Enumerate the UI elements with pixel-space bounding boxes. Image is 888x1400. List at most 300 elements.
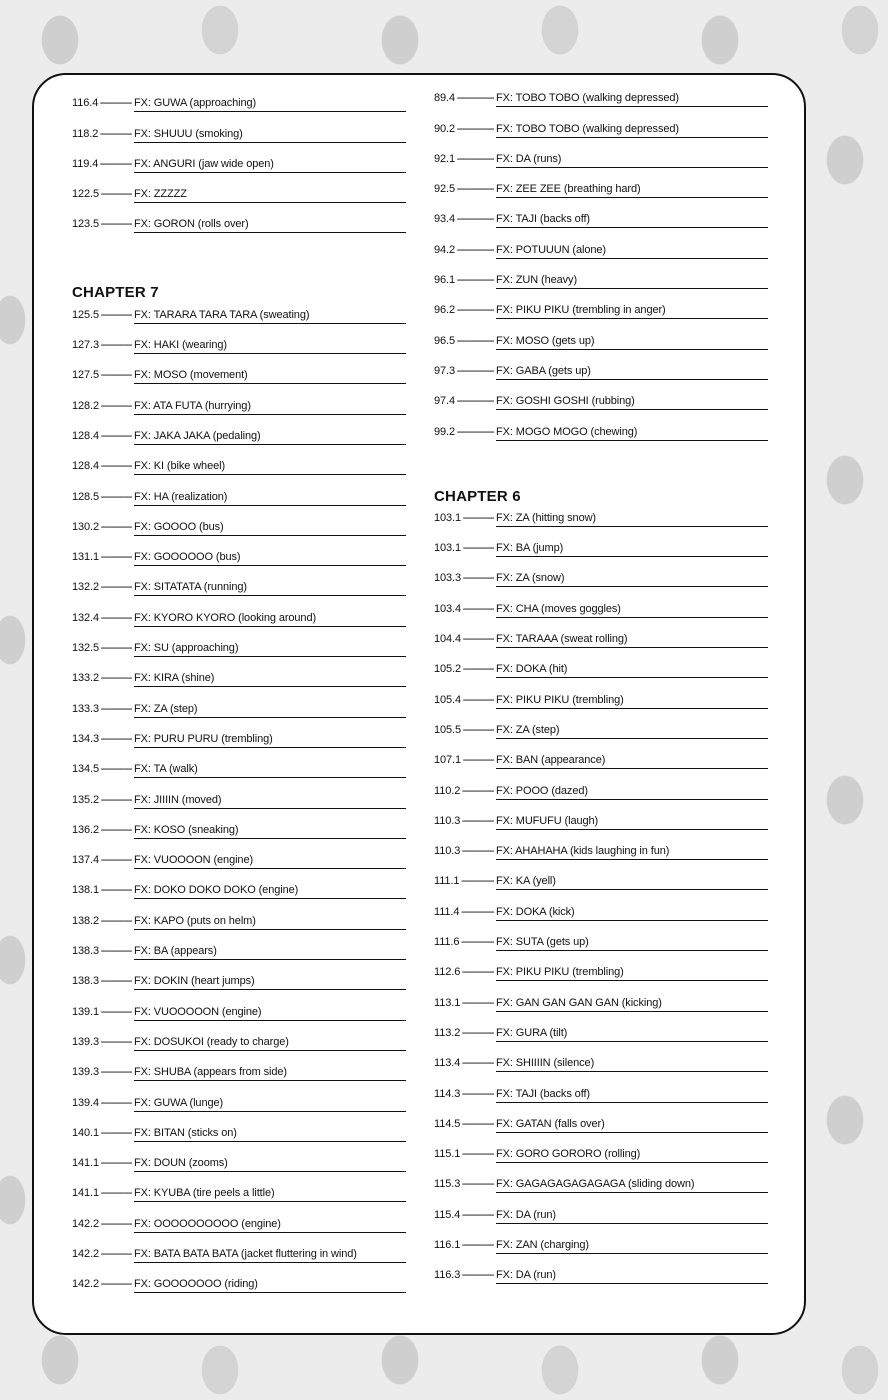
fx-translation: FX: KYUBA (tire peels a little) [134,1187,275,1200]
fx-entry [72,942,406,972]
page-panel-number: 97.3 ----- [434,366,494,377]
fx-translation: FX: KIRA (shine) [134,672,215,685]
page-panel-number: 128.4 ----- [72,461,132,472]
underline-rule [496,1283,768,1284]
fx-translation: FX: VUOOOON (engine) [134,854,254,867]
page-panel-number: 118.2 ----- [72,129,132,140]
fx-entry [434,331,768,361]
fx-translation: FX: BITAN (sticks on) [134,1126,237,1139]
fx-entry [72,366,406,396]
fx-translation: FX: DA (run) [496,1208,556,1221]
fx-entry [434,599,768,629]
page-panel-number: 130.2 ----- [72,522,132,533]
fx-entry [72,124,406,154]
fx-translation: FX: DOUN (zooms) [134,1157,228,1170]
underline-rule [496,167,768,168]
fx-translation: FX: POTUUUN (alone) [496,243,606,256]
underline-rule [134,1171,406,1172]
fx-entry [72,1275,406,1305]
fx-translation: FX: DOKA (hit) [496,663,568,676]
underline-rule [134,595,406,596]
underline-rule [496,1192,768,1193]
fx-entry [434,1175,768,1205]
underline-rule [134,565,406,566]
fx-entry [434,751,768,781]
fx-translation: FX: POOO (dazed) [496,784,588,797]
page-panel-number: 125.5 ----- [72,310,132,321]
underline-rule [134,838,406,839]
fx-entry [72,699,406,729]
underline-rule [496,738,768,739]
fx-entry [434,842,768,872]
underline-rule [496,1132,768,1133]
fx-entry [434,902,768,932]
underline-rule [134,626,406,627]
page-panel-number: 94.2 ----- [434,245,494,256]
page-panel-number: 116.1 ----- [434,1240,494,1251]
page-panel-number: 116.4 ----- [72,98,132,109]
fx-entry [434,630,768,660]
fx-entry [72,305,406,335]
underline-rule [134,1232,406,1233]
fx-translation: FX: GABA (gets up) [496,364,591,377]
page-panel-number: 134.3 ----- [72,734,132,745]
fx-entry [72,548,406,578]
page-panel-number: 103.1 ----- [434,543,494,554]
fx-translation: FX: TOBO TOBO (walking depressed) [496,92,679,105]
fx-entry [72,487,406,517]
page-panel-number: 114.3 ----- [434,1089,494,1100]
page-panel-number: 139.4 ----- [72,1098,132,1109]
underline-rule [496,1071,768,1072]
fx-entry [434,660,768,690]
underline-rule [496,920,768,921]
page-panel-number: 128.5 ----- [72,492,132,503]
fx-translation: FX: JAKA JAKA (pedaling) [134,429,261,442]
fx-translation: FX: HAKI (wearing) [134,339,227,352]
page-panel-number: 96.2 ----- [434,305,494,316]
fx-translation: FX: ANGURI (jaw wide open) [134,157,274,170]
fx-translation: FX: KI (bike wheel) [134,460,226,473]
underline-rule [134,1020,406,1021]
underline-rule [134,747,406,748]
fx-entry [434,721,768,751]
page-panel-number: 96.5 ----- [434,336,494,347]
fx-translation: FX: PIKU PIKU (trembling in anger) [496,304,666,317]
fx-entry [72,1154,406,1184]
fx-entry [72,730,406,760]
fx-entry [434,150,768,180]
underline-rule [496,227,768,228]
underline-rule [496,980,768,981]
fx-entry [72,578,406,608]
fx-translation: FX: MOSO (gets up) [496,334,595,347]
fx-translation: FX: OOOOOOOOOO (engine) [134,1217,281,1230]
page-panel-number: 111.4 ----- [434,907,494,918]
page-panel-number: 119.4 ----- [72,159,132,170]
page-panel-number: 140.1 ----- [72,1128,132,1139]
underline-rule [134,959,406,960]
fx-translation: FX: SHUBA (appears from side) [134,1066,287,1079]
page-panel-number: 103.4 ----- [434,604,494,615]
fx-translation: FX: AHAHAHA (kids laughing in fun) [496,845,670,858]
fx-translation: FX: ZEE ZEE (breathing hard) [496,183,641,196]
fx-entry [434,781,768,811]
page-panel-number: 90.2 ----- [434,124,494,135]
fx-entry [434,422,768,452]
page-panel-number: 138.3 ----- [72,946,132,957]
fx-entry [434,812,768,842]
underline-rule [496,950,768,951]
underline-rule [496,708,768,709]
fx-translation: FX: GOSHI GOSHI (rubbing) [496,395,635,408]
fx-translation: FX: PIKU PIKU (trembling) [496,966,624,979]
fx-entry [434,1266,768,1296]
underline-rule [134,535,406,536]
fx-entry [72,821,406,851]
fx-entry [72,1002,406,1032]
fx-entry [434,392,768,422]
underline-rule [134,717,406,718]
fx-entry [434,180,768,210]
fx-translation: FX: GORO GORORO (rolling) [496,1148,641,1161]
fx-translation: FX: GOOOOOOO (riding) [134,1278,258,1291]
page-panel-number: 138.1 ----- [72,885,132,896]
underline-rule [134,898,406,899]
page-panel-number: 99.2 ----- [434,427,494,438]
underline-rule [496,1162,768,1163]
underline-rule [134,444,406,445]
fx-translation: FX: MUFUFU (laugh) [496,814,599,827]
page-panel-number: 142.2 ----- [72,1219,132,1230]
fx-translation: FX: ZA (hitting snow) [496,511,596,524]
underline-rule [496,647,768,648]
page-panel-number: 93.4 ----- [434,214,494,225]
fx-entry [434,119,768,149]
right-top-list [434,89,768,453]
fx-translation: FX: BA (jump) [496,542,564,555]
fx-entry [72,881,406,911]
fx-entry [72,790,406,820]
left-column [72,94,406,1305]
fx-entry [434,690,768,720]
fx-entry [72,760,406,790]
fx-translation: FX: KYORO KYORO (looking around) [134,611,317,624]
fx-entry [72,1214,406,1244]
spacer [434,453,768,485]
fx-translation: FX: TAJI (backs off) [496,1087,590,1100]
page-panel-number: 111.1 ----- [434,876,494,887]
fx-entry [434,210,768,240]
fx-entry [72,1093,406,1123]
underline-rule [134,232,406,233]
underline-rule [496,440,768,441]
fx-entry [72,1124,406,1154]
fx-translation: FX: DOKO DOKO DOKO (engine) [134,884,299,897]
page-panel-number: 110.3 ----- [434,846,494,857]
page-panel-number: 110.2 ----- [434,786,494,797]
fx-entry [434,1084,768,1114]
page-panel-number: 105.4 ----- [434,695,494,706]
fx-translation: FX: TARAAA (sweat rolling) [496,633,628,646]
page-panel-number: 135.2 ----- [72,795,132,806]
page-panel-number: 103.3 ----- [434,573,494,584]
page-panel-number: 131.1 ----- [72,552,132,563]
underline-rule [134,656,406,657]
underline-rule [496,829,768,830]
fx-translation: FX: TAJI (backs off) [496,213,590,226]
fx-entry [434,301,768,331]
fx-translation: FX: BA (appears) [134,945,217,958]
fx-entry [72,972,406,1002]
fx-entry [72,1184,406,1214]
underline-rule [496,379,768,380]
fx-entry [434,872,768,902]
page-panel-number: 114.5 ----- [434,1119,494,1130]
page-panel-number: 115.4 ----- [434,1210,494,1221]
page-panel-number: 138.2 ----- [72,916,132,927]
page-panel-number: 113.2 ----- [434,1028,494,1039]
fx-entry [434,1236,768,1266]
underline-rule [134,777,406,778]
fx-translation: FX: ZA (step) [134,702,198,715]
underline-rule [496,768,768,769]
fx-translation: FX: KAPO (puts on helm) [134,914,256,927]
page-panel-number: 113.1 ----- [434,998,494,1009]
underline-rule [496,677,768,678]
underline-rule [134,505,406,506]
fx-entry [72,427,406,457]
page-panel-number: 111.6 ----- [434,937,494,948]
page-panel-number: 139.3 ----- [72,1067,132,1078]
fx-entry [72,518,406,548]
page-panel-number: 107.1 ----- [434,755,494,766]
underline-rule [496,859,768,860]
fx-translation: FX: SUTA (gets up) [496,936,589,949]
underline-rule [496,318,768,319]
underline-rule [496,197,768,198]
page-panel-number: 141.1 ----- [72,1158,132,1169]
fx-translation: FX: ZA (step) [496,723,560,736]
chapter-heading: CHAPTER 7 [72,284,159,302]
page-panel-number: 104.4 ----- [434,634,494,645]
underline-rule [496,1041,768,1042]
page-panel-number: 127.5 ----- [72,370,132,381]
page-panel-number: 138.3 ----- [72,976,132,987]
fx-translation: FX: SHIIIIN (silence) [496,1057,595,1070]
underline-rule [496,137,768,138]
page-panel-number: 116.3 ----- [434,1270,494,1281]
fx-entry [434,933,768,963]
fx-translation: FX: SITATATA (running) [134,581,247,594]
chapter-heading: CHAPTER 6 [434,487,521,505]
right-column [434,89,768,1296]
page-panel-number: 134.5 ----- [72,764,132,775]
fx-entry [72,1245,406,1275]
fx-translation: FX: GOOOOOO (bus) [134,551,241,564]
fx-entry [434,1205,768,1235]
page-panel-number: 142.2 ----- [72,1279,132,1290]
fx-translation: FX: VUOOOOON (engine) [134,1005,262,1018]
fx-translation: FX: JIIIIN (moved) [134,793,222,806]
page-panel-number: 115.1 ----- [434,1149,494,1160]
fx-translation: FX: GUWA (lunge) [134,1096,224,1109]
right-chapter-list [434,509,768,1297]
fx-translation: FX: MOSO (movement) [134,369,248,382]
fx-entry [72,155,406,185]
underline-rule [496,1102,768,1103]
fx-entry [434,1115,768,1145]
fx-entry [72,608,406,638]
page-panel-number: 141.1 ----- [72,1188,132,1199]
fx-entry [72,851,406,881]
fx-translation: FX: PIKU PIKU (trembling) [496,693,624,706]
fx-translation: FX: GORON (rolls over) [134,218,249,231]
fx-translation: FX: ZAN (charging) [496,1238,589,1251]
fx-translation: FX: GUWA (approaching) [134,97,257,110]
underline-rule [496,1253,768,1254]
fx-translation: FX: DA (runs) [496,152,562,165]
fx-entry [434,240,768,270]
underline-rule [134,1050,406,1051]
fx-translation: FX: SHUUU (smoking) [134,127,243,140]
fx-entry [434,569,768,599]
fx-translation: FX: GAGAGAGAGAGAGA (sliding down) [496,1178,695,1191]
fx-entry [434,89,768,119]
fx-entry [72,457,406,487]
underline-rule [496,288,768,289]
page-panel-number: 132.4 ----- [72,613,132,624]
fx-translation: FX: SU (approaching) [134,642,239,655]
page-panel-number: 103.1 ----- [434,513,494,524]
underline-rule [496,526,768,527]
left-chapter-list [72,305,406,1305]
underline-rule [134,172,406,173]
underline-rule [496,349,768,350]
underline-rule [134,111,406,112]
fx-entry [434,1145,768,1175]
fx-translation: FX: TARARA TARA TARA (sweating) [134,308,310,321]
fx-entry [434,963,768,993]
page-panel-number: 123.5 ----- [72,219,132,230]
fx-entry [72,215,406,245]
underline-rule [496,106,768,107]
underline-rule [134,414,406,415]
page-panel-number: 139.1 ----- [72,1007,132,1018]
page-panel-number: 137.4 ----- [72,855,132,866]
fx-translation: FX: MOGO MOGO (chewing) [496,425,638,438]
fx-entry [72,396,406,426]
page-panel-number: 89.4 ----- [434,93,494,104]
underline-rule [496,1011,768,1012]
fx-translation: FX: DA (run) [496,1269,556,1282]
fx-entry [72,1063,406,1093]
underline-rule [134,353,406,354]
page-panel-number: 105.2 ----- [434,664,494,675]
left-top-list [72,94,406,245]
underline-rule [496,409,768,410]
page-panel-number: 139.3 ----- [72,1037,132,1048]
fx-entry [434,1054,768,1084]
fx-entry [72,94,406,124]
fx-translation: FX: PURU PURU (trembling) [134,732,273,745]
fx-entry [434,509,768,539]
fx-entry [72,639,406,669]
page-panel-number: 96.1 ----- [434,275,494,286]
underline-rule [134,142,406,143]
underline-rule [134,1111,406,1112]
page-panel-number: 115.3 ----- [434,1179,494,1190]
spacer [72,245,406,281]
underline-rule [496,556,768,557]
fx-translation: FX: TOBO TOBO (walking depressed) [496,122,679,135]
fx-translation: FX: TA (walk) [134,763,198,776]
fx-entry [434,1024,768,1054]
page-panel-number: 110.3 ----- [434,816,494,827]
underline-rule [134,323,406,324]
fx-entry [434,362,768,392]
underline-rule [134,383,406,384]
underline-rule [496,889,768,890]
page-panel-number: 105.5 ----- [434,725,494,736]
page-panel-number: 142.2 ----- [72,1249,132,1260]
fx-translation: FX: CHA (moves goggles) [496,602,621,615]
page-panel-number: 113.4 ----- [434,1058,494,1069]
page-panel-number: 136.2 ----- [72,825,132,836]
fx-translation: FX: BAN (appearance) [496,754,606,767]
fx-entry [434,271,768,301]
fx-translation: FX: KOSO (sneaking) [134,823,239,836]
fx-translation: FX: GAN GAN GAN GAN (kicking) [496,996,662,1009]
underline-rule [134,202,406,203]
fx-entry [434,539,768,569]
fx-translation: FX: BATA BATA BATA (jacket fluttering in wind) [134,1247,357,1260]
fx-translation: FX: ZZZZZ [134,188,187,201]
fx-entry [72,911,406,941]
fx-entry [72,1033,406,1063]
underline-rule [496,258,768,259]
underline-rule [134,1262,406,1263]
underline-rule [134,1292,406,1293]
fx-translation: FX: GATAN (falls over) [496,1117,605,1130]
page-panel-number: 127.3 ----- [72,340,132,351]
fx-translation: FX: DOKIN (heart jumps) [134,975,255,988]
page-panel-number: 92.5 ----- [434,184,494,195]
page-panel-number: 128.4 ----- [72,431,132,442]
fx-entry [72,185,406,215]
underline-rule [496,617,768,618]
fx-translation: FX: ZA (snow) [496,572,565,585]
fx-translation: FX: ZUN (heavy) [496,274,578,287]
page-panel-number: 128.2 ----- [72,401,132,412]
underline-rule [134,868,406,869]
underline-rule [134,1141,406,1142]
underline-rule [496,1223,768,1224]
underline-rule [134,808,406,809]
underline-rule [496,799,768,800]
page-panel-number: 133.2 ----- [72,673,132,684]
page-panel-number: 122.5 ----- [72,189,132,200]
fx-translation: FX: GURA (tilt) [496,1026,568,1039]
underline-rule [496,586,768,587]
fx-translation: FX: ATA FUTA (hurrying) [134,399,251,412]
fx-entry [434,993,768,1023]
fx-translation: FX: DOSUKOI (ready to charge) [134,1035,289,1048]
fx-translation: FX: HA (realization) [134,490,228,503]
fx-entry [72,669,406,699]
fx-translation: FX: KA (yell) [496,875,556,888]
underline-rule [134,989,406,990]
